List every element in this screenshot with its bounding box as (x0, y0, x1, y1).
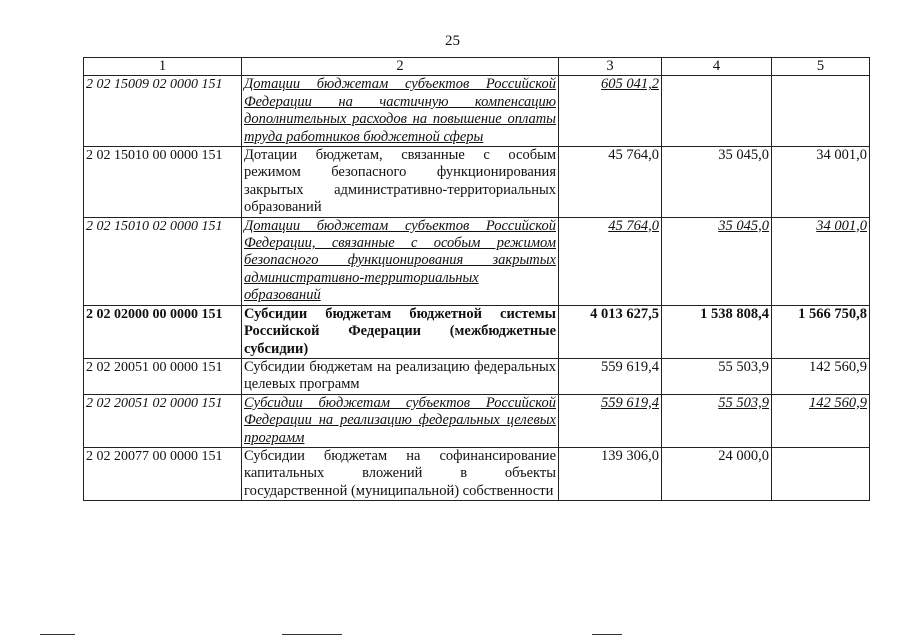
row-value-col4: 55 503,9 (662, 394, 772, 447)
row-value-col4: 35 045,0 (662, 217, 772, 305)
row-value-col4: 1 538 808,4 (662, 305, 772, 358)
row-code: 2 02 20077 00 0000 151 (84, 447, 242, 500)
row-value-col4: 24 000,0 (662, 447, 772, 500)
row-value-col3: 559 619,4 (559, 394, 662, 447)
row-value-col3: 4 013 627,5 (559, 305, 662, 358)
row-code: 2 02 02000 00 0000 151 (84, 305, 242, 358)
row-value-col4: 55 503,9 (662, 358, 772, 394)
page-number: 25 (445, 33, 460, 49)
row-code: 2 02 20051 00 0000 151 (84, 358, 242, 394)
row-code: 2 02 15010 02 0000 151 (84, 217, 242, 305)
table-header-row (84, 58, 870, 76)
budget-table (83, 57, 870, 501)
row-value-col5 (772, 447, 870, 500)
row-name: Субсидии бюджетам бюджетной системы Российской Федерации (межбюджетные субсидии) (242, 305, 559, 358)
row-value-col5: 142 560,9 (772, 358, 870, 394)
scan-rule (40, 634, 75, 635)
row-value-col3: 45 764,0 (559, 217, 662, 305)
row-name: Дотации бюджетам субъектов Российской Федерации на частичную компенсацию дополнительных расходов на повышение оплаты труда работников бюджетной сферы (242, 76, 559, 147)
header-col-2: 2 (242, 58, 559, 76)
header-col-3: 3 (559, 58, 662, 76)
row-name: Дотации бюджетам субъектов Российской Федерации, связанные с особым режимом безопасного функционирования закрытых административно-территориальных образований (242, 217, 559, 305)
row-value-col5 (772, 76, 870, 147)
row-value-col5: 34 001,0 (772, 217, 870, 305)
row-value-col4 (662, 76, 772, 147)
table-body (84, 76, 870, 501)
row-name: Дотации бюджетам, связанные с особым режимом безопасного функционирования закрытых административно-территориальных образований (242, 147, 559, 218)
row-value-col3: 605 041,2 (559, 76, 662, 147)
header-col-1: 1 (84, 58, 242, 76)
table-row (84, 358, 870, 394)
table-row (84, 447, 870, 500)
table-row (84, 217, 870, 305)
scan-rule (282, 634, 342, 635)
row-name: Субсидии бюджетам на софинансирование капитальных вложений в объекты государственной (муниципальной) собственности (242, 447, 559, 500)
header-col-4: 4 (662, 58, 772, 76)
row-value-col5: 1 566 750,8 (772, 305, 870, 358)
row-value-col5: 34 001,0 (772, 147, 870, 218)
table-row (84, 76, 870, 147)
row-value-col3: 559 619,4 (559, 358, 662, 394)
row-code: 2 02 15010 00 0000 151 (84, 147, 242, 218)
table-row (84, 147, 870, 218)
row-value-col5: 142 560,9 (772, 394, 870, 447)
row-name: Субсидии бюджетам на реализацию федеральных целевых программ (242, 358, 559, 394)
row-value-col3: 139 306,0 (559, 447, 662, 500)
row-name: Субсидии бюджетам субъектов Российской Федерации на реализацию федеральных целевых программ (242, 394, 559, 447)
row-code: 2 02 20051 02 0000 151 (84, 394, 242, 447)
scan-rule (592, 634, 622, 635)
table-row (84, 305, 870, 358)
row-value-col3: 45 764,0 (559, 147, 662, 218)
row-value-col4: 35 045,0 (662, 147, 772, 218)
table-row (84, 394, 870, 447)
row-code: 2 02 15009 02 0000 151 (84, 76, 242, 147)
header-col-5: 5 (772, 58, 870, 76)
